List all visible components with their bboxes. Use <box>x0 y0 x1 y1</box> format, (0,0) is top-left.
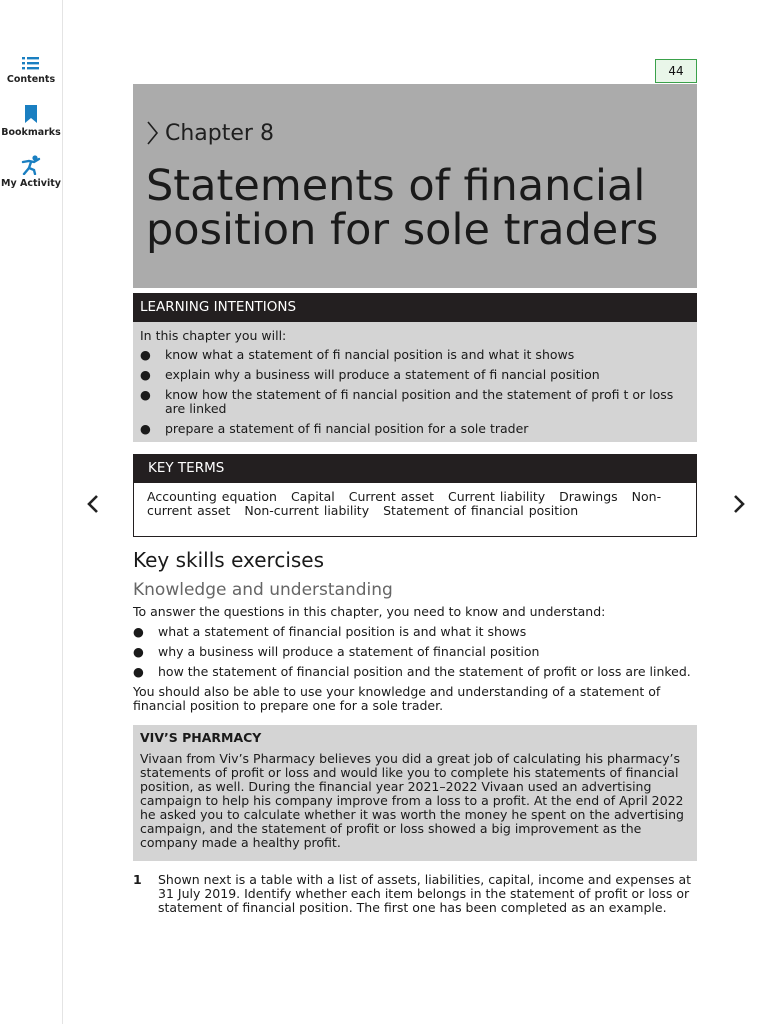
list-item-text: how the statement of financial position and the statement of profit or loss are linked. <box>158 664 691 679</box>
list-item-text: why a business will produce a statement of financial position <box>158 644 540 659</box>
chapter-banner <box>133 84 697 288</box>
key-term: Non-current asset <box>147 489 662 518</box>
section-intro: To answer the questions in this chapter, you need to know and understand: <box>133 604 606 619</box>
key-terms-heading <box>133 454 697 483</box>
activity-icon <box>20 155 42 175</box>
page-number-badge: 44 <box>655 59 697 83</box>
section-subtitle: Knowledge and understanding <box>133 580 393 600</box>
section-outro: You should also be able to use your knowledge and understanding of a statement of financial position to prepare one for a sole trader. <box>133 684 661 713</box>
list-item-text: know what a statement of fi nancial position is and what it shows <box>165 347 575 362</box>
key-term: Drawings <box>559 489 618 504</box>
sidebar-item-my-activity[interactable] <box>0 155 62 189</box>
learning-intentions-heading-text: LEARNING INTENTIONS <box>140 299 297 315</box>
key-terms-panel <box>133 482 697 537</box>
bullet-icon: ● <box>133 624 144 639</box>
learning-intentions-panel <box>133 322 697 442</box>
next-page-button[interactable] <box>728 492 750 516</box>
list-item-text: know how the statement of fi nancial position and the statement of profi t or loss are linked <box>165 387 674 416</box>
list-icon <box>21 55 41 71</box>
case-study-panel <box>133 725 697 861</box>
key-term: Current liability <box>447 489 546 504</box>
list-item-text: what a statement of financial position is and what it shows <box>158 624 527 639</box>
key-terms-list <box>147 490 687 518</box>
bullet-icon: ● <box>140 387 151 402</box>
sidebar-item-bookmarks[interactable] <box>0 104 62 138</box>
sidebar <box>0 0 63 1024</box>
sidebar-item-label: Bookmarks <box>1 127 61 138</box>
bookmark-icon <box>23 104 39 124</box>
key-term: Capital <box>290 489 335 504</box>
chapter-label-text: Chapter 8 <box>165 120 274 146</box>
section-title: Key skills exercises <box>133 548 325 572</box>
chapter-title-line-2: position for sole traders <box>146 205 659 255</box>
chevron-left-icon <box>83 492 105 516</box>
bullet-icon: ● <box>133 664 144 679</box>
question-number: 1 <box>133 872 142 887</box>
learning-intentions-intro: In this chapter you will: <box>140 328 287 343</box>
chapter-label <box>145 120 274 146</box>
sidebar-item-label: Contents <box>6 74 56 85</box>
list-item-text: prepare a statement of fi nancial position for a sole trader <box>165 421 529 436</box>
chevron-right-icon <box>728 492 750 516</box>
key-term: Statement of financial position <box>383 503 579 518</box>
key-term: Current asset <box>348 489 434 504</box>
sidebar-item-contents[interactable] <box>0 55 62 85</box>
sidebar-item-label: My Activity <box>1 178 61 189</box>
chapter-title <box>146 161 686 255</box>
bullet-icon: ● <box>140 347 151 362</box>
bullet-icon: ● <box>140 421 151 436</box>
previous-page-button[interactable] <box>83 492 105 516</box>
list-item-text: explain why a business will produce a statement of fi nancial position <box>165 367 600 382</box>
key-term: Non-current liability <box>244 503 370 518</box>
bullet-icon: ● <box>140 367 151 382</box>
learning-intentions-heading <box>133 293 697 322</box>
case-study-text: Vivaan from Viv’s Pharmacy believes you did a great job of calculating his pharmacy’s statements of profit or loss and would like you to complete his statements of financial position, as well. During the financial year 2021–2022 Vivaan used an advertising campaign to help his company improve from a loss to a profit. At the end of April 2022 he asked you to calculate whether it was worth the money he spent on the advertising campaign, and the statement of profit or loss showed a big improvement as the company made a healthy profit. <box>140 751 684 850</box>
chevron-right-icon <box>145 120 159 146</box>
question-text: Shown next is a table with a list of assets, liabilities, capital, income and expenses at 31 July 2019. Identify whether each item belongs in the statement of profit or loss or statement of financial position. The first one has been completed as an example. <box>158 872 692 915</box>
key-term: Accounting equation <box>147 489 277 504</box>
key-terms-heading-text: KEY TERMS <box>148 460 225 476</box>
bullet-icon: ● <box>133 644 144 659</box>
chapter-title-line-1: Statements of financial <box>146 161 646 211</box>
case-study-title: VIV’S PHARMACY <box>140 730 262 745</box>
